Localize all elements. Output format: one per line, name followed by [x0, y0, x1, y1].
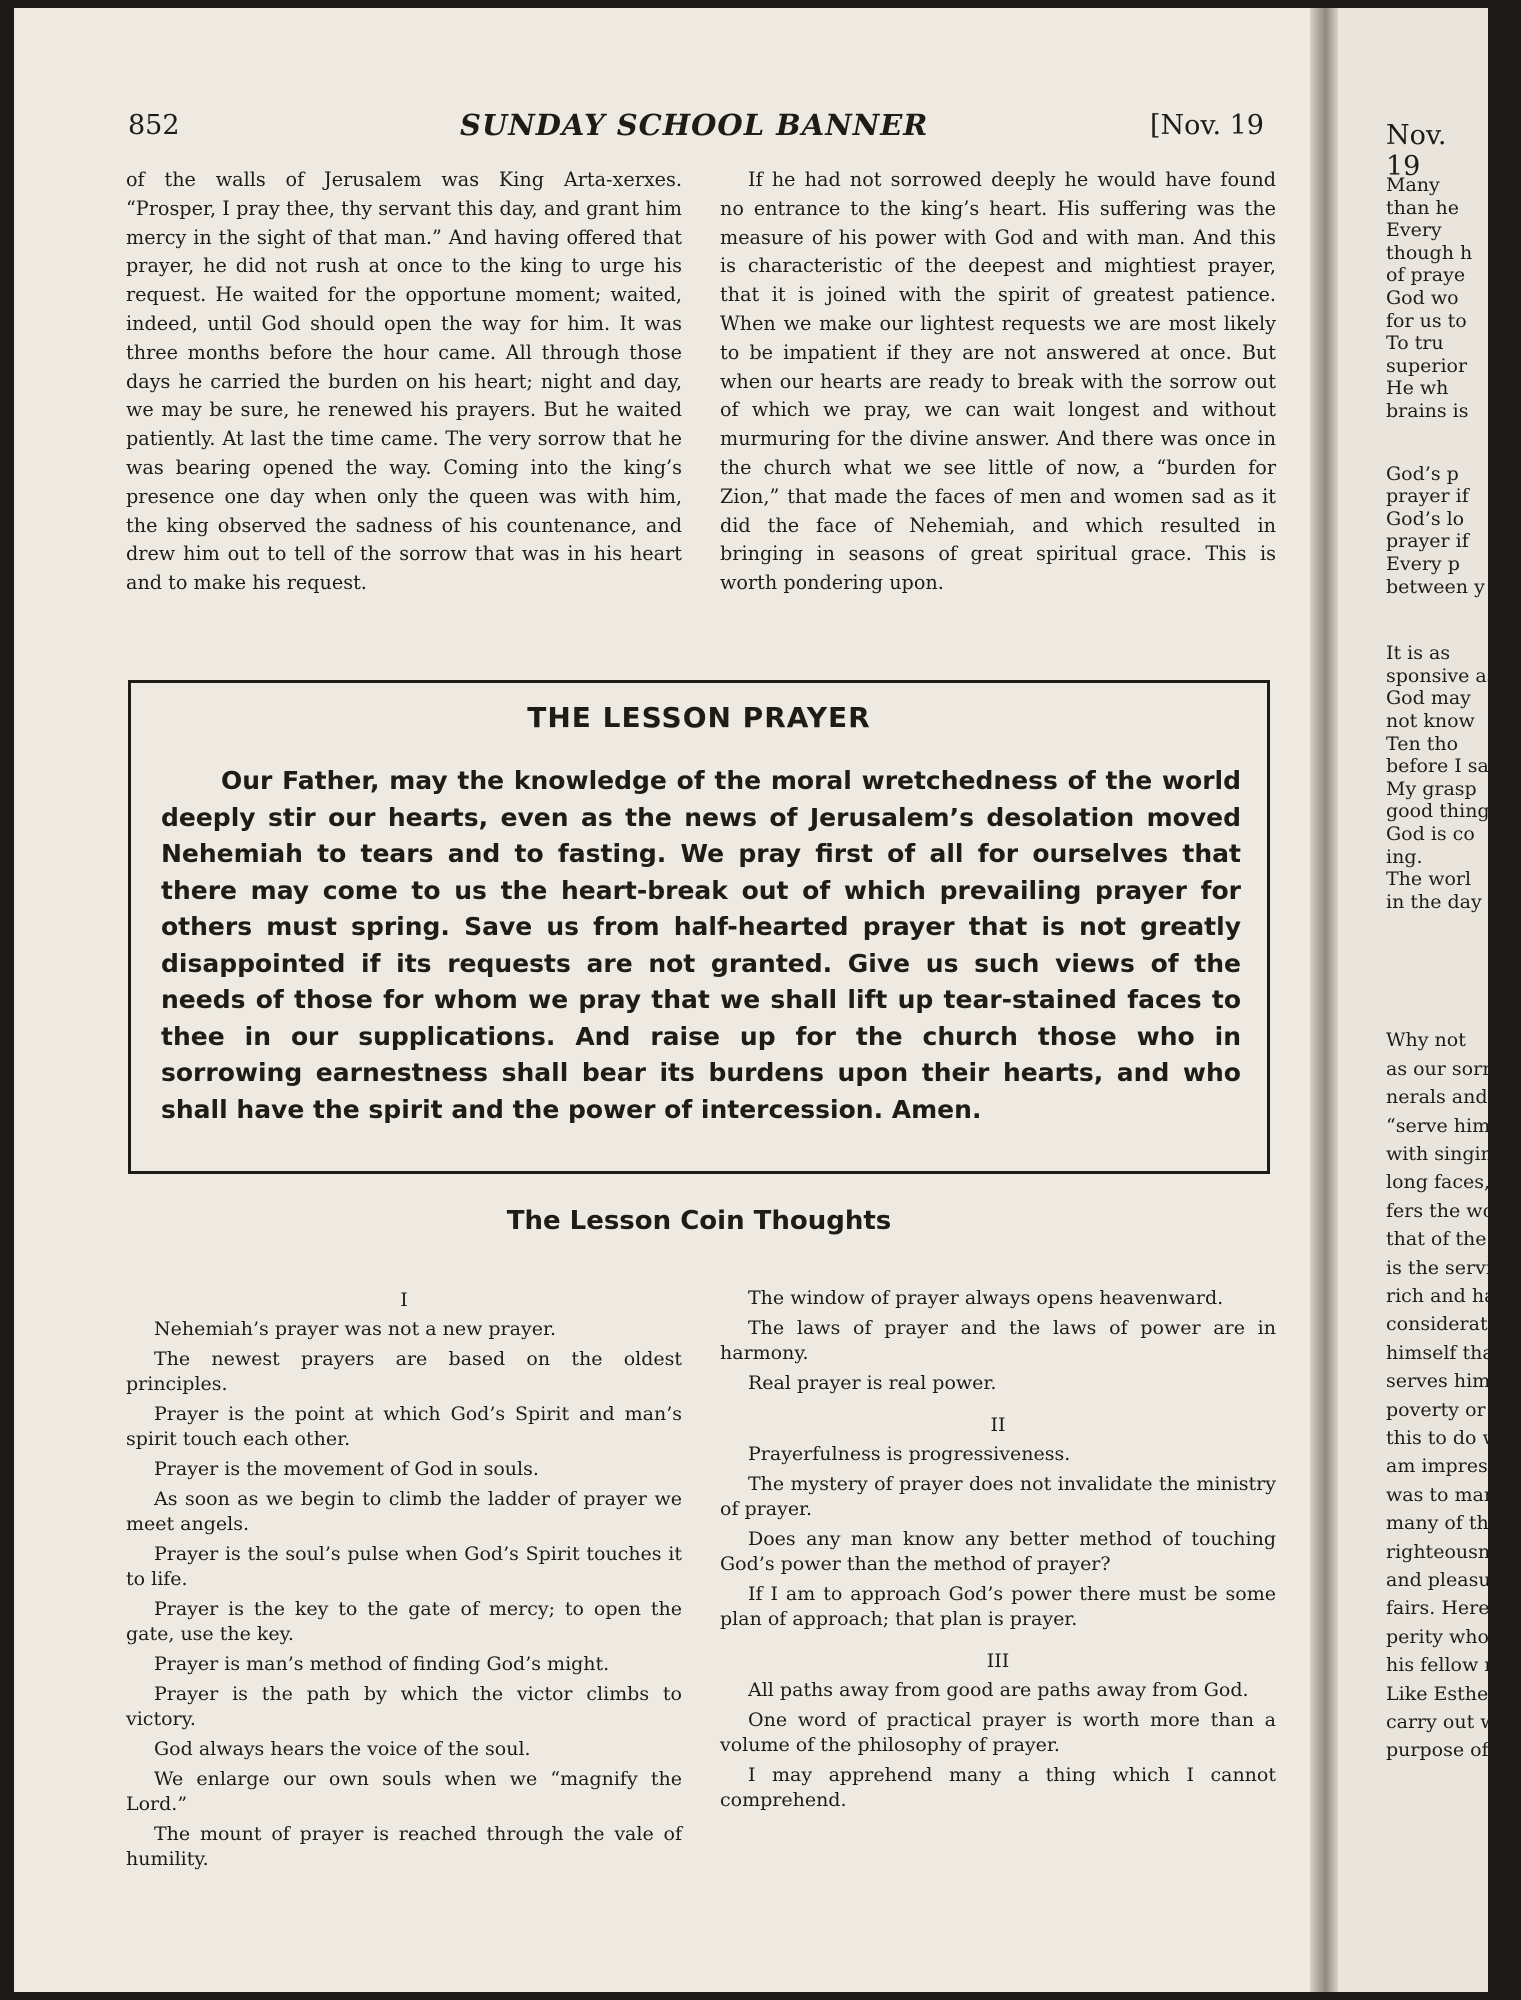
thought-line: If I am to approach God’s power there must be some plan of approach; that plan is prayer. — [720, 1583, 1276, 1630]
facing-page-line: before I sa — [1386, 755, 1489, 778]
facing-page-line: Ten tho — [1386, 732, 1459, 755]
facing-page-line: My grasp — [1386, 777, 1477, 800]
facing-page-line: this to do wi — [1386, 1427, 1505, 1449]
page-number: 852 — [128, 110, 180, 141]
coin-thoughts-left — [126, 1288, 682, 1877]
thought-line: Prayer is the soul’s pulse when God’s Spirit touches it to life. — [126, 1543, 682, 1590]
facing-page-line: that of the — [1386, 1228, 1487, 1251]
facing-page-line: though h — [1386, 241, 1473, 264]
facing-page-header: Nov. 19 — [1386, 120, 1447, 182]
facing-page-line: Every — [1386, 219, 1442, 242]
facing-page-line: righteousness — [1386, 1540, 1521, 1563]
facing-page-line: fers the wor — [1386, 1199, 1504, 1222]
facing-page-line: Like Esther, — [1386, 1682, 1502, 1705]
facing-page-line: God wo — [1386, 287, 1459, 309]
paragraph: If he had not sorrowed deeply he would have found no entrance to the king’s heart. His suffering was the measure of his power with God and with man. And this is characteristic of the deepest and mightiest prayer, that it is joined with the spirit of greatest patience. When we make our lightest requests we are most likely to be impatient if they are not answered at once. But when our hearts are ready to break with the sorrow out of which we pray, we can wait longest and without murmuring for the divine answer. And there was once in the church what we see little of now, a “burden for Zion,” that made the faces of men and women sad as it did the face of Nehemiah, and which resulted in bringing in seasons of great spiritual grace. This is worth pondering upon. — [720, 168, 1276, 595]
lesson-prayer-box — [128, 680, 1270, 1174]
thought-line: The laws of prayer and the laws of power are in harmony. — [720, 1317, 1276, 1364]
facing-page-line: between y — [1386, 575, 1485, 598]
thought-line: Real prayer is real power. — [748, 1372, 997, 1394]
thought-line: Prayer is the key to the gate of mercy; to open the gate, use the key. — [126, 1598, 682, 1645]
facing-page-line: carry out wh — [1386, 1711, 1509, 1733]
thought-list — [126, 1317, 682, 1872]
facing-page-line: fairs. Here i — [1386, 1597, 1502, 1620]
facing-page-line: prayer if — [1386, 485, 1469, 508]
thought-line: God always hears the voice of the soul. — [154, 1738, 531, 1760]
facing-page-line: than he — [1386, 196, 1459, 219]
facing-page-line: God’s lo — [1386, 507, 1465, 530]
facing-page-line: It is as — [1386, 642, 1451, 665]
facing-page-line: God is co — [1386, 823, 1475, 845]
coin-thoughts-right — [720, 1286, 1276, 1818]
facing-page-line: “serve him — [1386, 1114, 1491, 1137]
section-heading: I — [400, 1289, 408, 1311]
facing-page — [1338, 8, 1521, 1992]
facing-page-line: in the day — [1386, 890, 1482, 913]
thought-line: I may apprehend many a thing which I cannot comprehend. — [720, 1764, 1276, 1811]
facing-page-line: of praye — [1386, 264, 1466, 287]
thought-line: All paths away from good are paths away from God. — [748, 1679, 1249, 1701]
thought-line: We enlarge our own souls when we “magnify the Lord.” — [126, 1768, 682, 1815]
thought-line: The window of prayer always opens heavenward. — [748, 1287, 1224, 1309]
facing-page-line: The worl — [1386, 868, 1472, 891]
facing-page-line: prayer if — [1386, 530, 1469, 553]
facing-page-line: To tru — [1386, 332, 1444, 355]
facing-page-line: ing. — [1386, 845, 1423, 868]
facing-page-line: with singing — [1386, 1143, 1505, 1165]
facing-page-line: his fellow me — [1386, 1654, 1514, 1677]
facing-page-line: God may — [1386, 687, 1471, 710]
facing-page-line: was to many — [1386, 1483, 1507, 1506]
thought-line: The mount of prayer is reached through the vale of humility. — [126, 1823, 682, 1870]
facing-page-line: rich and ha — [1386, 1285, 1496, 1307]
thought-line: Nehemiah’s prayer was not a new prayer. — [154, 1318, 556, 1340]
thought-line: Prayer is the point at which God’s Spirit and man’s spirit touch each other. — [126, 1403, 682, 1450]
facing-page-line: long faces, — [1386, 1171, 1490, 1194]
thought-list — [720, 1442, 1276, 1632]
thought-line: The mystery of prayer does not invalidate the ministry of prayer. — [720, 1473, 1276, 1520]
facing-page-line: am impressed — [1386, 1455, 1521, 1478]
facing-page-line: himself that — [1386, 1341, 1502, 1364]
lesson-prayer-title: THE LESSON PRAYER — [527, 701, 871, 734]
facing-page-line: poverty or ab — [1386, 1398, 1516, 1421]
thought-line: One word of practical prayer is worth more than a volume of the philosophy of prayer. — [720, 1709, 1276, 1756]
thought-line: Prayer is the movement of God in souls. — [154, 1458, 539, 1480]
facing-page-line: God’s p — [1386, 462, 1459, 485]
facing-page-line: is the servic — [1386, 1256, 1503, 1279]
facing-page-line: perity who ca — [1386, 1625, 1517, 1648]
thought-line: Does any man know any better method of touching God’s power than the method of prayer? — [720, 1528, 1276, 1575]
facing-page-line: consideration — [1386, 1313, 1518, 1336]
facing-page-line: purpose of Go — [1386, 1739, 1521, 1762]
facing-page-line: Every p — [1386, 553, 1460, 575]
thought-line: Prayer is the path by which the victor climbs to victory. — [126, 1683, 682, 1730]
facing-page-line: and pleasure — [1386, 1569, 1511, 1591]
facing-page-line: He wh — [1386, 377, 1449, 400]
facing-page-line: good things — [1386, 800, 1500, 823]
facing-page-line: serves him w — [1386, 1370, 1513, 1393]
thought-line: Prayer is man’s method of finding God’s might. — [154, 1653, 610, 1675]
thought-list — [720, 1286, 1276, 1396]
left-column — [126, 166, 682, 598]
facing-page-line: Why not — [1386, 1029, 1466, 1052]
thought-list — [720, 1678, 1276, 1813]
thought-line: The newest prayers are based on the oldest principles. — [126, 1348, 682, 1395]
book-gutter — [1310, 8, 1338, 1992]
facing-page-line: brains is — [1386, 400, 1469, 422]
facing-page-line: as our sorr — [1386, 1057, 1492, 1080]
facing-page-line: many of them — [1386, 1512, 1518, 1535]
section-heading: II — [990, 1414, 1006, 1436]
facing-page-line: not know — [1386, 710, 1475, 732]
thought-line: As soon as we begin to climb the ladder of prayer we meet angels. — [126, 1488, 682, 1535]
paragraph: of the walls of Jerusalem was King Arta-xerxes. “Prosper, I pray thee, thy servant this day, and grant him mercy in the sight of that man.” And having offered that prayer, he did not rush at once to the king to urge his request. He waited for the opportune moment; waited, indeed, until God should open the way for him. It was three months before the hour came. All through those days he carried the burden on his heart; night and day, we may be sure, he renewed his prayers. But he waited patiently. At last the time came. The very sorrow that he was bearing opened the way. Coming into the king’s presence one day when only the queen was with him, the king observed the sadness of his countenance, and drew him out to tell of the sorrow that was in his heart and to make his request. — [126, 168, 682, 595]
right-column — [720, 166, 1276, 598]
facing-page-line: Many — [1386, 174, 1440, 196]
facing-page-line: nerals and — [1386, 1086, 1488, 1109]
facing-page-line: for us to — [1386, 309, 1467, 332]
issue-date: [Nov. 19 — [1150, 110, 1264, 141]
facing-page-line: sponsive as — [1386, 664, 1497, 687]
journal-title: SUNDAY SCHOOL BANNER — [460, 108, 929, 142]
lesson-prayer-text: Our Father, may the knowledge of the moral wretchedness of the world deeply stir our hearts, even as the news of Jerusalem’s desolation moved Nehemiah to tears and to fasting. We pray first of all for ourselves that there may come to us the heart-break out of which prevailing prayer for others must spring. Save us from half-hearted prayer that is not greatly disappointed if its requests are not granted. Give us such views of the needs of those for whom we pray that we shall lift up tear-stained faces to thee in our supplications. And raise up for the church those who in sorrowing earnestness shall bear its burdens upon their hearts, and who shall have the spirit and the power of intercession. Amen. — [161, 766, 1241, 1124]
thought-line: Prayerfulness is progressiveness. — [748, 1443, 1071, 1465]
section-heading: III — [986, 1650, 1010, 1672]
facing-page-line: superior — [1386, 354, 1468, 377]
coin-thoughts-title: The Lesson Coin Thoughts — [506, 1206, 892, 1236]
